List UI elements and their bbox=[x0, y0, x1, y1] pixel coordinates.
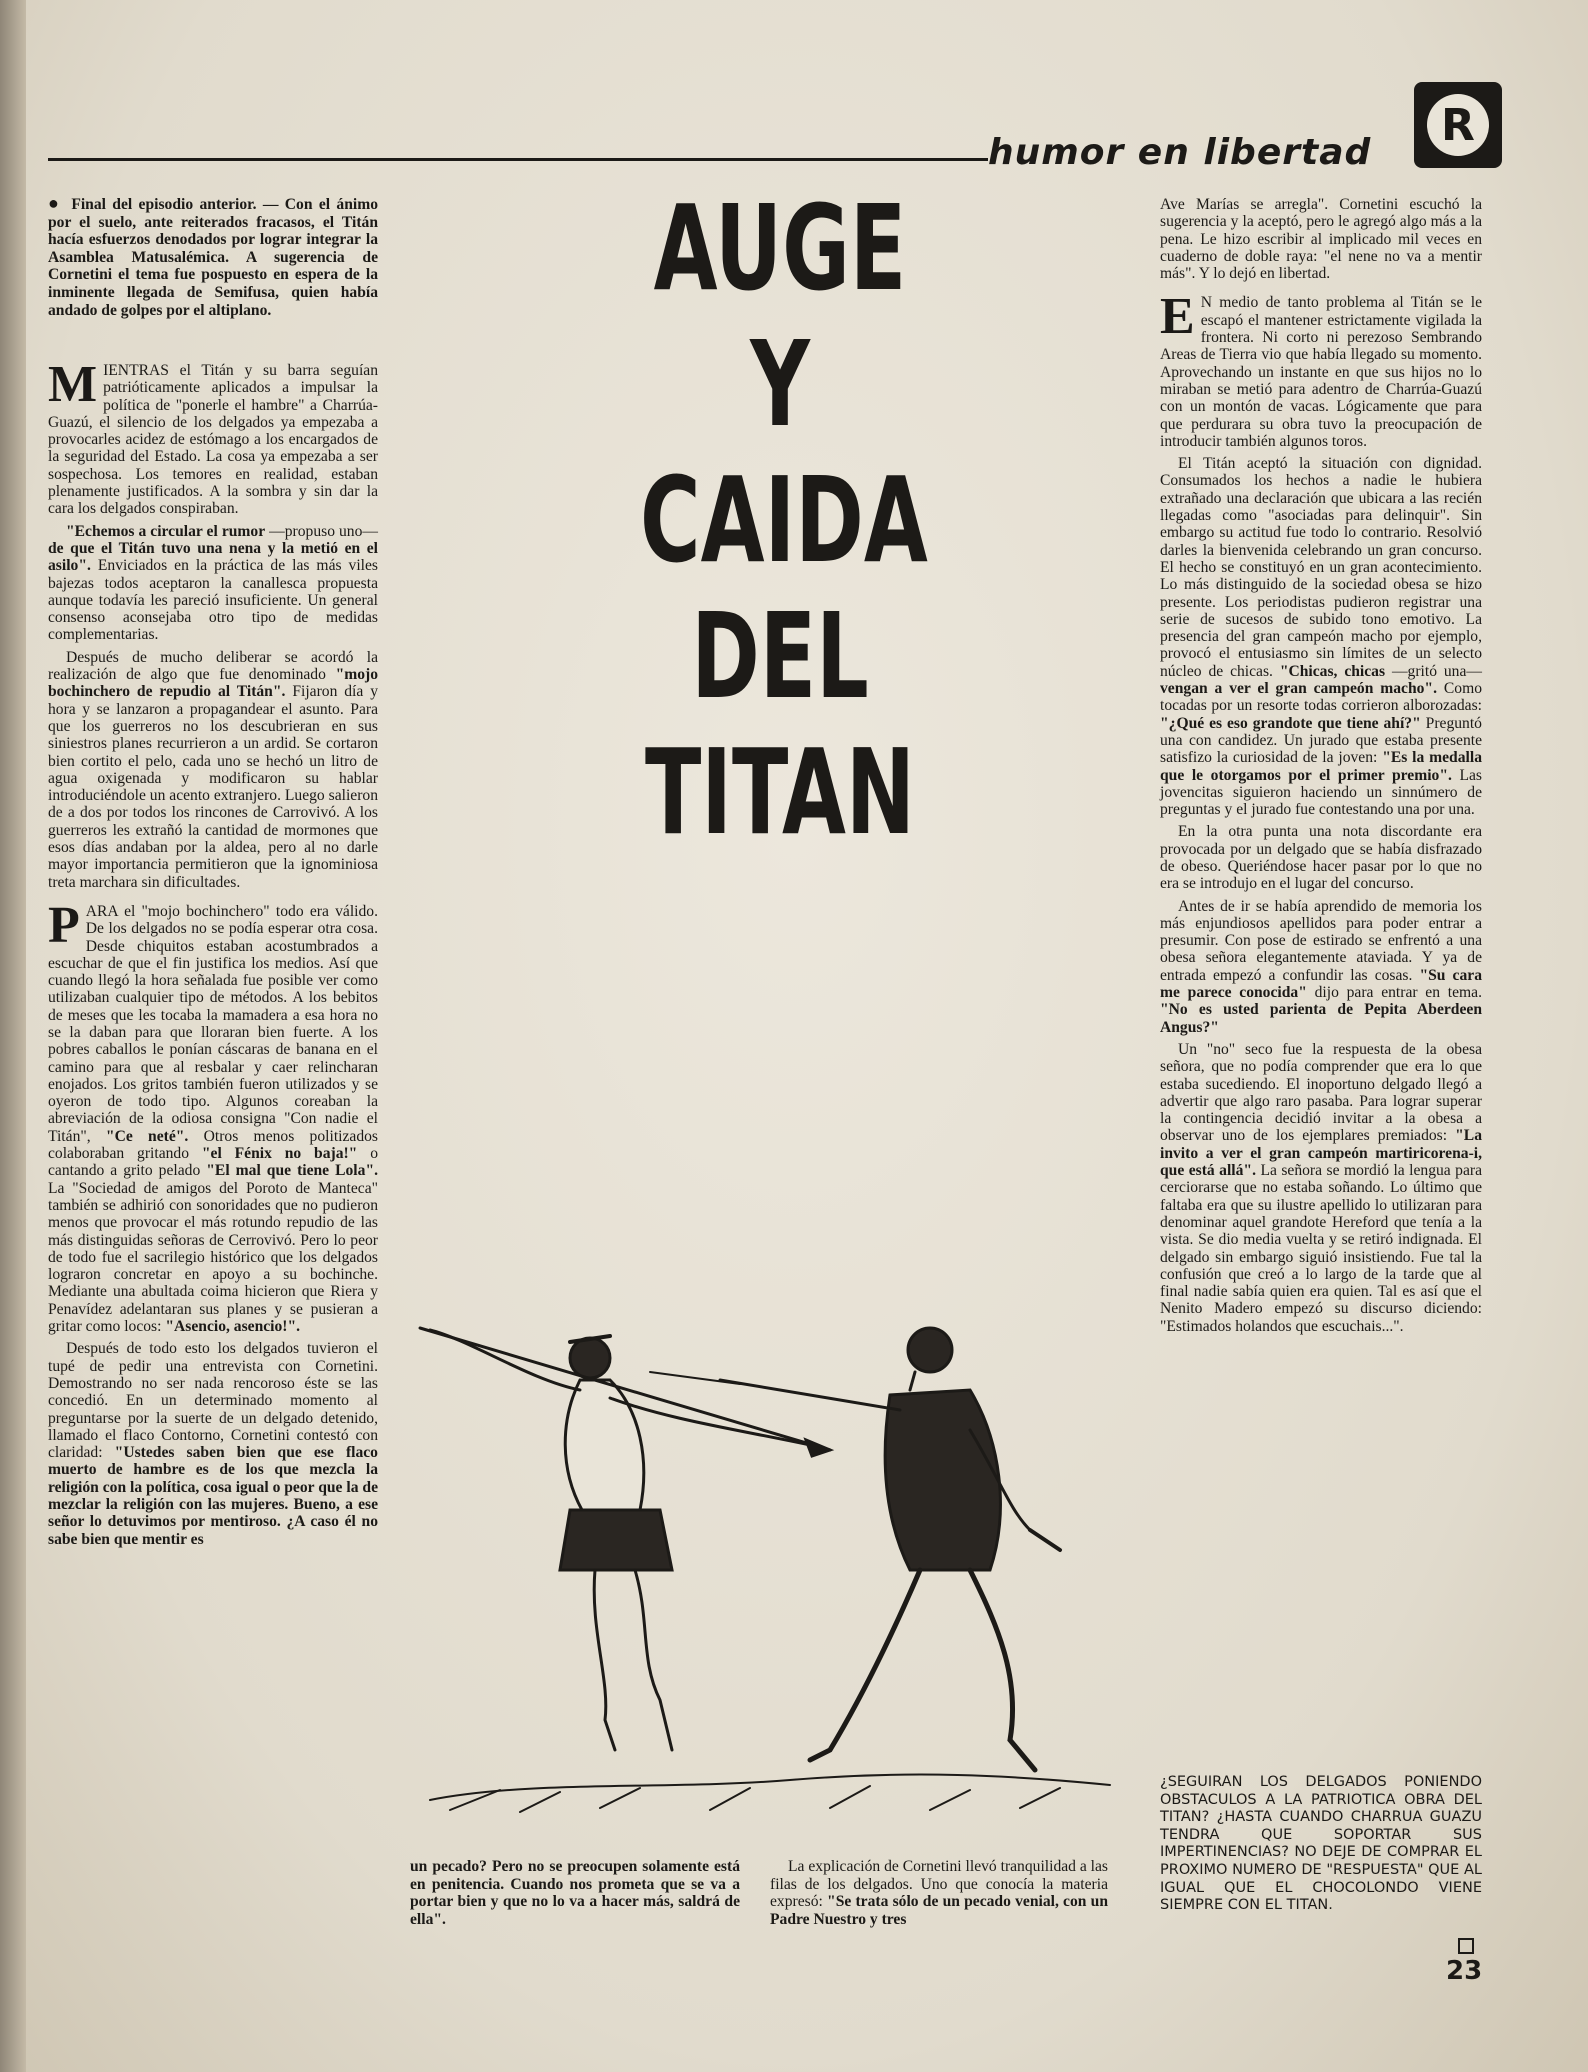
title-line: DEL bbox=[691, 587, 869, 725]
quote: "Su cara me parece conocida" bbox=[1160, 966, 1482, 1002]
previous-episode-summary bbox=[48, 195, 378, 319]
section-title: humor en libertad bbox=[988, 132, 1372, 173]
quote: "Ce neté". bbox=[105, 1127, 189, 1145]
bullet-icon: ● bbox=[48, 193, 62, 213]
paragraph-text: Después de todo esto los delgados tuvieron el tupé de pedir una entrevista con Cornetini. Demostrando no ser nada rencoroso éste se las concedió. En un determinado momento al preguntarse por la suerte de un delgado detenido, llamado el flaco Contorno, Cornetini contestó con claridad: bbox=[48, 1340, 378, 1462]
paragraph-text: o cantando a grito pelado bbox=[48, 1145, 378, 1180]
paragraph bbox=[48, 649, 378, 891]
paragraph-text: —propuso uno— bbox=[265, 522, 378, 540]
bottom-column-2 bbox=[410, 1858, 740, 1928]
title-line: Y bbox=[750, 315, 810, 453]
paragraph-text: Antes de ir se había aprendido de memoria los más enjundiosos apellidos para poder entrar a presumir. Con pose de estirado se enfrentó a una obesa señora elegantemente ataviada. Y ya de entrada empezó a confundir las cosas. bbox=[1160, 897, 1482, 984]
magazine-logo-icon bbox=[1414, 82, 1502, 168]
article-title bbox=[640, 179, 928, 861]
drop-cap: P bbox=[48, 896, 80, 954]
paragraph: Ave Marías se arregla". Cornetini escuchó la sugerencia y la aceptó, pero le agregó algo más a la pena. Le hizo escribir al implicado mil veces en cuaderno de doble raya: "el nene no va a mentir más". Y lo dejó en libertad. bbox=[1160, 196, 1482, 283]
paragraph-text: dijo para entrar en tema. bbox=[1306, 984, 1482, 1002]
paragraph bbox=[1160, 1041, 1482, 1335]
logo-letter: R bbox=[1427, 94, 1489, 156]
quote: "¿Qué es eso grandote que tiene ahí?" bbox=[1160, 714, 1421, 732]
paragraph-text: Otros menos politizados colaboraban gritando bbox=[48, 1127, 378, 1163]
end-mark-icon bbox=[1458, 1938, 1474, 1954]
paragraph bbox=[48, 523, 378, 644]
paragraph-text: —gritó una— bbox=[1385, 662, 1482, 680]
quote: "Echemos a circular el rumor bbox=[66, 522, 266, 540]
paragraph-text: Un "no" seco fue la respuesta de la obesa señora, que no podía comprender que era lo que estaba sucediendo. El inoportuno delgado llegó a advertir que algo raro pasaba. Para lograr superar la contingencia decidió invitar a la obesa a observar uno de los ejemplares premiados: bbox=[1160, 1040, 1482, 1145]
paragraph bbox=[1160, 455, 1482, 818]
paragraph: En la otra punta una nota discordante era provocada por un delgado que se había disfrazado de obeso. Queriéndose hacer pasar por lo que no era se introdujo en el lugar del concurso. bbox=[1160, 823, 1482, 893]
drop-cap: E bbox=[1160, 288, 1195, 346]
paragraph-text: El Titán aceptó la situación con dignidad. Consumados los hechos a nadie le hubiera extrañado una declaración que ubicara a las recién llegadas como "asociadas para delinquir". Sin embargo su actitud fue todo lo contrario. Resolvió darles la bienvenida celebrando un gran concurso. El hecho se constituyó en un gran acontecimiento. Lo más distinguido de la sociedad obesa se hizo presente. Los periodistas pudieron registrar una serie de sucesos de subido tono emotivo. La presencia del gran campeón macho por ejemplo, provocó el entusiasmo sin límites de un selecto núcleo de chicas. bbox=[1160, 455, 1482, 680]
closing-teaser: ¿SEGUIRAN LOS DELGADOS PONIENDO OBSTACULOS A LA PATRIOTICA OBRA DEL TITAN? ¿HASTA CUANDO CHARRUA GUAZU TENDRA QUE SOPORTAR SUS IMPERTINENCIAS? NO DEJE DE COMPRAR EL PROXIMO NUMERO DE "RESPUESTA" QUE AL IGUAL QUE EL CHOCOLONDO VIENE SIEMPRE CON EL TITAN. bbox=[1160, 1774, 1482, 1914]
column-1 bbox=[48, 356, 378, 1553]
paragraph-text: Fijaron día y hora y se lanzaron a propagandear el asunto. Para que los guerreros no los descubrieran en sus siniestros planes recurrieron a un ardid. Se cortaron bien cortito el pelo, cada uno se hechó un litro de agua oxigenada y modificaron su hablar introduciéndole un acento extranjero. Luego salieron de a dos por todos los rincones de Carrovivó. A los guerreros les extrañó la cantidad de mormones que esos días andaban por la aldea, pero al no darle mayor importancia permitieron que la ignominiosa treta marchara sin dificultades. bbox=[48, 683, 378, 891]
page-spine-shadow bbox=[0, 0, 26, 2072]
bottom-column-3 bbox=[770, 1858, 1108, 1928]
column-3 bbox=[1160, 196, 1482, 1340]
paragraph bbox=[48, 356, 378, 518]
intro-text: Final del episodio anterior. — Con el ánimo por el suelo, ante reiterados fracasos, el Titán hacía esfuerzos denodados por lograr integrar la Asamblea Matusalémica. A sugerencia de Cornetini el tema fue pospuesto en espera de la inminente llegada de Semifusa, quien había andado de golpes por el altiplano. bbox=[48, 196, 378, 319]
quote: vengan a ver el gran campeón macho". bbox=[1160, 680, 1437, 698]
paragraph-text: La explicación de Cornetini llevó tranquilidad a las filas de los delgados. Uno que conocía la materia expresó: bbox=[770, 1858, 1108, 1911]
quote: "Chicas, chicas bbox=[1279, 662, 1386, 680]
paragraph-text: ARA el "mojo bochinchero" todo era válido. De los delgados no se podía esperar otra cosa. Desde chiquitos estaban acostumbrados a escuchar de que el fin justifica los medios. Así que cuando llegó la hora señalada fue posible ver como utilizaban cualquier tipo de métodos. A los bebitos de meses que les tocaba la mamadera a esa hora no se la daban para que lloraran bien fuerte. A los pobres caballos le ponían cáscaras de banana en el camino para que al resbalar y caer relincharan enojados. Los gritos también fueron utilizados y se oyeron de todo tipo. Algunos coreaban la abreviación de la odiosa consigna "Con nadie el Titán", bbox=[48, 902, 378, 1145]
quote: "Asencio, asencio!". bbox=[165, 1318, 301, 1336]
quote: "mojo bochinchero de repudio al Titán". bbox=[48, 666, 378, 701]
quote: "El mal que tiene Lola". bbox=[206, 1162, 378, 1180]
quote: "Ustedes saben bien que ese flaco muerto de hambre es de los que mezcla la religión con la política, cosa igual o peor que la de mezclar la religión con las mujeres. Bueno, a ese señor lo detuvimos por mentiroso. ¿A caso él no sabe bien que mentir es bbox=[48, 1444, 378, 1548]
header-rule bbox=[48, 158, 988, 161]
quote: "el Fénix no baja!" bbox=[201, 1145, 358, 1163]
quote: "No es usted parienta de Pepita Aberdeen Angus?" bbox=[1160, 1001, 1482, 1036]
quote: "Es la medalla que le otorgamos por el primer premio". bbox=[1160, 749, 1482, 784]
drop-cap: M bbox=[48, 356, 98, 413]
paragraph-text: N medio de tanto problema al Titán se le escapó el mantener estrictamente vigilada la frontera. Ni corto ni perezoso Sembrando Areas de Tierra vio que había llegado su momento. Aprovechando un instante en que sus hijos no lo miraban se metió para adentro de Charrúa-Guazú con un montón de vacas. Lógicamente que para que perdurara su obra tuvo la preocupación de introducir también algunos toros. bbox=[1160, 294, 1482, 450]
quote: un pecado? Pero no se preocupen solamente está en penitencia. Cuando nos prometa que se va a portar bien y que no lo va a hacer más, saldrá de ella". bbox=[410, 1858, 740, 1928]
paragraph bbox=[1160, 288, 1482, 450]
paragraph-text: Como tocadas por un resorte todas corrieron alborozadas: bbox=[1160, 680, 1482, 715]
quote: "Se trata sólo de un pecado venial, con un Padre Nuestro y tres bbox=[770, 1893, 1108, 1928]
title-line: AUGE bbox=[653, 179, 907, 317]
quote: de que el Titán tuvo una nena y la metió en el asilo". bbox=[48, 539, 378, 575]
duel-illustration bbox=[410, 1280, 1130, 1825]
paragraph bbox=[1160, 898, 1482, 1036]
paragraph-text: Las jovencitas siguieron haciendo un sinnúmero de preguntas y el jurado fue contestando una por una. bbox=[1160, 766, 1482, 819]
paragraph-text: Enviciados en la práctica de las más viles bajezas todos aceptaron la canallesca propuesta aunque todavía les pareció insuficiente. Un general consenso aconsejaba otro tipo de medidas complementarias. bbox=[48, 557, 378, 644]
paragraph bbox=[48, 1340, 378, 1548]
paragraph-text: IENTRAS el Titán y su barra seguían patrióticamente aplicados a impulsar la política de "ponerle el hambre" a Charrúa-Guazú, el silencio de los delgados ya empezaba a provocarles acidez de estómago a los encargados de la seguridad del Estado. La cosa ya empezaba a ser sospechosa. Los temores en realidad, estaban plenamente justificados. A la sombra y sin dar la cara los delgados conspiraban. bbox=[48, 362, 378, 518]
paragraph bbox=[48, 896, 378, 1336]
paragraph-text: Después de mucho deliberar se acordó la realización de algo que fue denominado bbox=[48, 648, 378, 684]
paragraph-text: La señora se mordió la lengua para cerciorarse que no estaba soñando. Lo último que faltaba era que su ilustre apellido lo utilizaran para denominar aquel grandote Hereford que tenía a la vista. Se dio media vuelta y se retiró indignada. El delgado sin embargo siguió insistiendo. Fue tal la confusión que creó a lo largo de la tarde que al final nadie sabía quien era quien. Tal es así que el Nenito Madero empezó su discurso diciendo: "Estimados holandos que escuchais...". bbox=[1160, 1162, 1483, 1335]
paragraph-text: La "Sociedad de amigos del Poroto de Manteca" también se adhirió con sonoridades que no pudieron menos que provocar el más rotundo repudio de las más distinguidas señoras de Cerrovivó. Pero lo peor de todo fue el sacrilegio histórico que los delgados lograron concretar en apoyo a su bochinche. Mediante una abultada coima hicieron que Riera y Penavídez adelantaran sus planes y se pusieran a gritar como locos: bbox=[48, 1179, 378, 1336]
paragraph-text: Preguntó una con candidez. Un jurado que estaba presente satisfizo la curiosidad de la joven: bbox=[1160, 714, 1482, 767]
title-line: TITAN bbox=[644, 723, 916, 861]
quote: "La invito a ver el gran campeón martiricorena-i, que está allá". bbox=[1160, 1127, 1482, 1180]
page-number: 23 bbox=[1446, 1956, 1483, 1986]
title-line: CAIDA bbox=[640, 451, 928, 589]
